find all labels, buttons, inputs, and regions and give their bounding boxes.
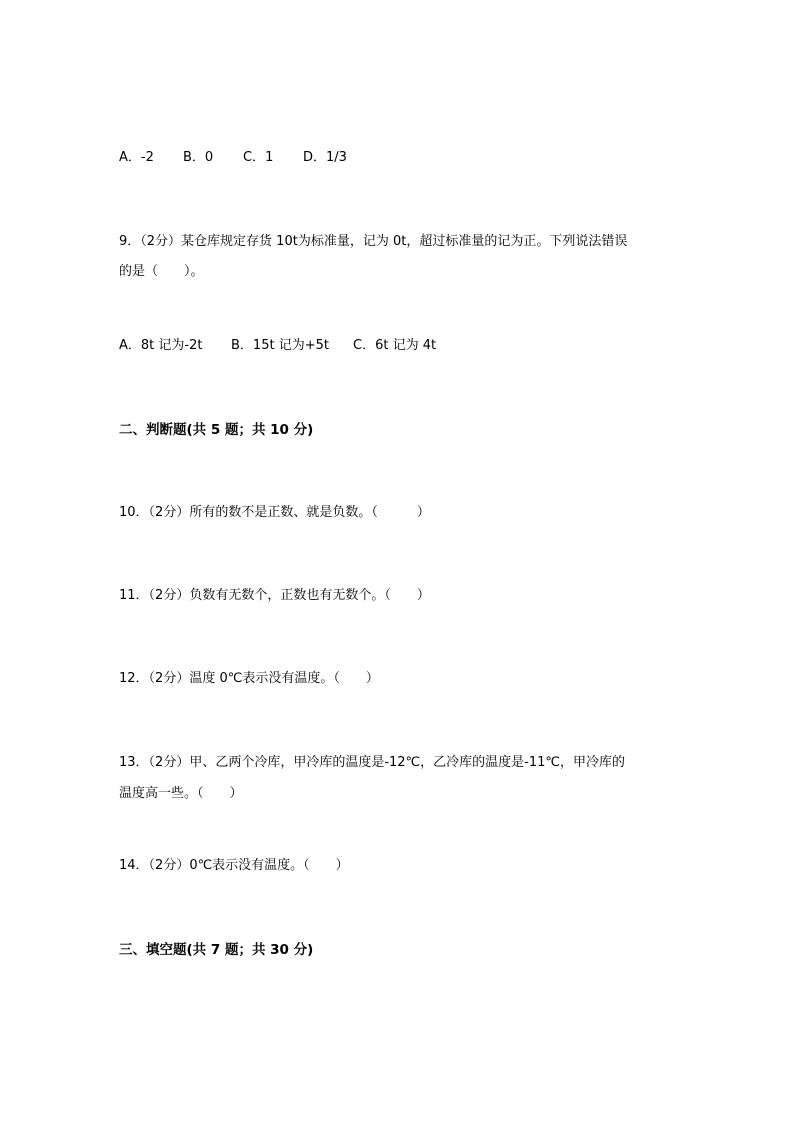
q8-options xyxy=(119,148,347,168)
q8-option-b: B．0 xyxy=(183,150,214,165)
q8-option-a: A．-2 xyxy=(119,150,154,165)
q8-option-d: D．1/3 xyxy=(303,150,347,165)
q12-text: 12．（2分）温度 0℃表示没有温度。（ ） xyxy=(119,671,379,686)
q8-option-c: C．1 xyxy=(243,150,274,165)
q13-text-line2: 温度高一些。（ ） xyxy=(119,786,243,801)
q9-option-b: B．15t 记为+5t xyxy=(231,338,329,353)
section-title-judgement: 二、判断题(共 5 题；共 10 分) xyxy=(119,422,314,438)
q9-options xyxy=(119,336,436,356)
section-title-fill-blank: 三、填空题(共 7 题；共 30 分) xyxy=(119,942,314,958)
q13-text-line1: 13．（2分）甲、乙两个冷库，甲冷库的温度是-12℃，乙冷库的温度是-11℃，甲冷库的 xyxy=(119,755,625,770)
q14-text: 14．（2分）0℃表示没有温度。（ ） xyxy=(119,858,349,873)
q10-text: 10．（2分）所有的数不是正数、就是负数。（ ） xyxy=(119,505,430,520)
q11-text: 11．（2分）负数有无数个，正数也有无数个。（ ） xyxy=(119,588,430,603)
q9-option-c: C．6t 记为 4t xyxy=(353,338,437,353)
q9-text-line1: 9．（2分）某仓库规定存货 10t为标准量，记为 0t，超过标准量的记为正。下列说法错误 xyxy=(119,234,628,249)
q9-text-line2: 的是（ ）。 xyxy=(119,264,204,279)
q9-option-a: A．8t 记为-2t xyxy=(119,338,203,353)
